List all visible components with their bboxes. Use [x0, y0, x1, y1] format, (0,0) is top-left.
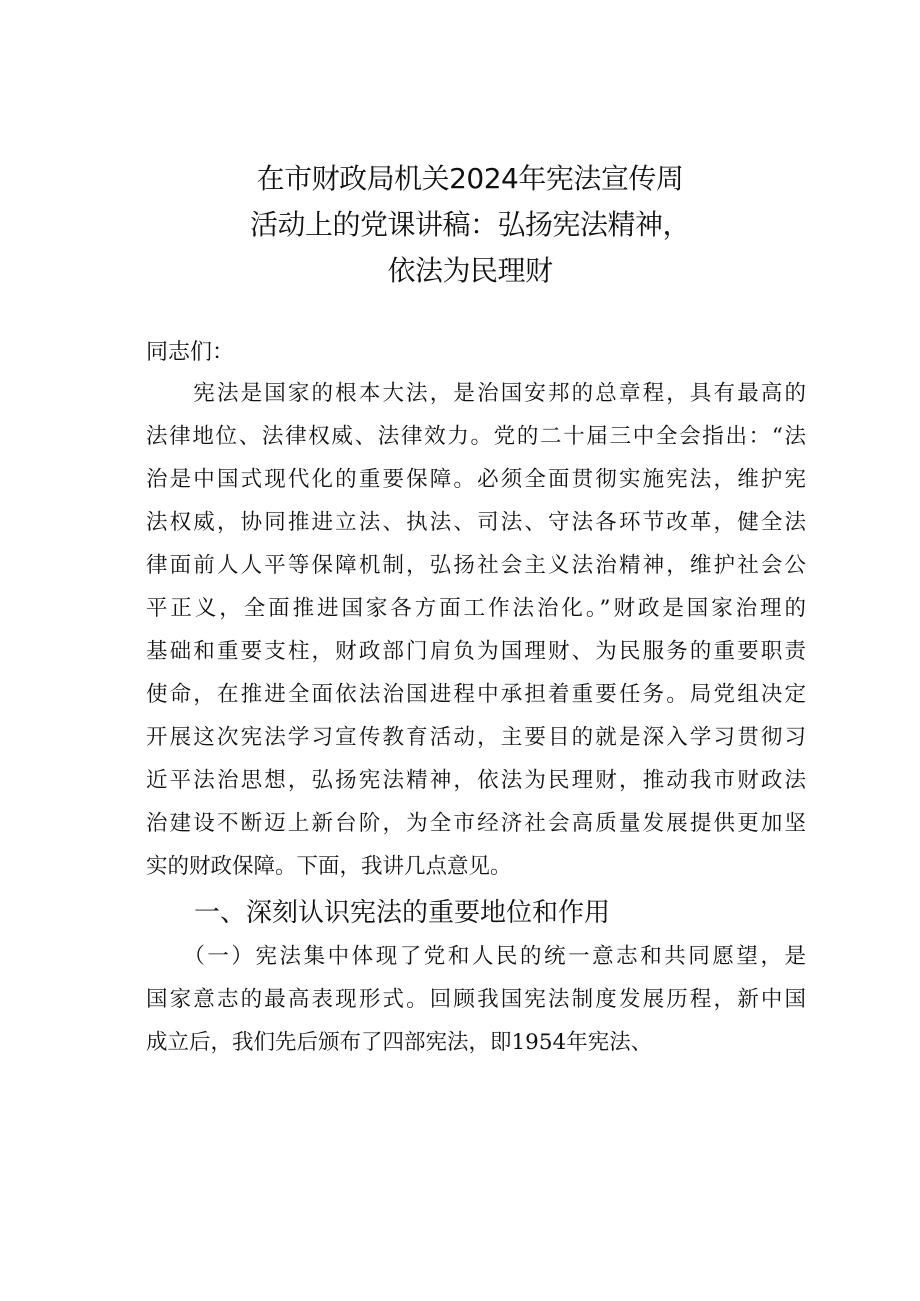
paragraph-line: 宪法是国家的根本大法，是治国安邦的总章程，具有最高的: [146, 381, 806, 406]
paragraph-line: 国家意志的最高表现形式。回顾我国宪法制度发展历程，新中国: [146, 987, 806, 1012]
paragraph-2: [146, 935, 806, 1064]
section-heading: 一、深刻认识宪法的重要地位和作用: [194, 898, 611, 928]
paragraph-line: 平正义，全面推进国家各方面工作法治化。”财政是国家治理的: [146, 596, 806, 621]
paragraph-line: 治建设不断迈上新台阶，为全市经济社会高质量发展提供更加坚: [146, 811, 806, 836]
paragraph-line: （一）宪法集中体现了党和人民的统一意志和共同愿望，是: [146, 944, 806, 969]
paragraph-line: 律面前人人平等保障机制，弘扬社会主义法治精神，维护社会公: [146, 553, 806, 578]
paragraph-line: 开展这次宪法学习宣传教育活动，主要目的就是深入学习贯彻习: [146, 725, 806, 750]
paragraph-line: 法律地位、法律权威、法律效力。党的二十届三中全会指出：“法: [146, 424, 806, 449]
paragraph-line: 近平法治思想，弘扬宪法精神，依法为民理财，推动我市财政法: [146, 768, 806, 793]
document-title: [150, 156, 790, 294]
paragraph-line: 基础和重要支柱，财政部门肩负为国理财、为民服务的重要职责: [146, 639, 806, 664]
paragraph-1: [146, 372, 806, 888]
paragraph-line: 使命，在推进全面依法治国进程中承担着重要任务。局党组决定: [146, 682, 806, 707]
greeting: 同志们：: [146, 340, 235, 365]
title-line-1: 在市财政局机关2024年宪法宣传周: [256, 162, 684, 195]
title-line-2: 活动上的党课讲稿：弘扬宪法精神，: [249, 208, 690, 241]
paragraph-line: 法权威，协同推进立法、执法、司法、守法各环节改革，健全法: [146, 510, 806, 535]
paragraph-line: 治是中国式现代化的重要保障。必须全面贯彻实施宪法，维护宪: [146, 467, 806, 492]
paragraph-line: 实的财政保障。下面，我讲几点意见。: [146, 854, 512, 879]
paragraph-line: 成立后，我们先后颁布了四部宪法，即1954年宪法、: [146, 1030, 653, 1055]
title-line-3: 依法为民理财: [387, 254, 553, 287]
